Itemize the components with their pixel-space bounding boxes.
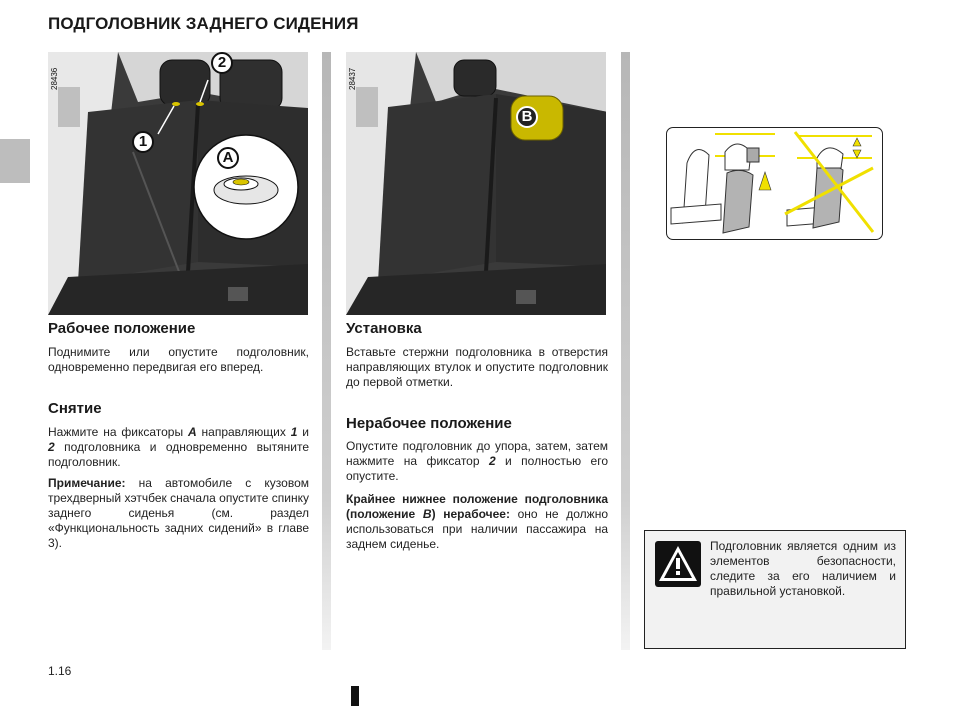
- text-extreme-position: Крайнее нижнее положение подголовника (положение B) нерабочее: оно не должно использоваться при наличии пассажира на заднем сиденье.: [346, 492, 608, 551]
- callout-2: 2: [211, 52, 233, 74]
- photo-code: 28436: [50, 67, 59, 90]
- warning-triangle-icon: [655, 541, 701, 587]
- column-divider-1: [322, 52, 331, 650]
- page-title: ПОДГОЛОВНИК ЗАДНЕГО СИДЕНИЯ: [48, 14, 359, 33]
- heading-working-position: Рабочее положение: [48, 320, 196, 337]
- text-nonworking-position: Опустите подголовник до упора, затем, затем нажмите на фиксатор 2 и полностью его опустите.: [346, 439, 609, 483]
- photo-rear-seat-headrest-removal: [48, 52, 308, 315]
- headrest-height-diagram: [666, 127, 883, 240]
- callout-1: 1: [132, 131, 154, 153]
- text-working-position: Поднимите или опустите подголовник, одновременно передвигая его вперед.: [48, 345, 309, 374]
- warning-box: [644, 530, 906, 649]
- chapter-tab: [0, 139, 30, 183]
- heading-nonworking-position: Нерабочее положение: [346, 415, 512, 432]
- text-removal: Нажмите на фиксаторы A направляющих 1 и 2 подголовника и одновременно вытяните подголовник.: [48, 425, 309, 469]
- photo-code: 28437: [348, 67, 357, 90]
- callout-b: B: [516, 106, 538, 128]
- column-divider-2: [621, 52, 630, 650]
- heading-installation: Установка: [346, 320, 422, 337]
- warning-text: Подголовник является одним из элементов безопасности, следите за его наличием и правильной установкой.: [710, 539, 896, 598]
- callout-a: A: [217, 147, 239, 169]
- heading-removal: Снятие: [48, 400, 102, 417]
- photo-rear-seat-headrest-lowered: [346, 52, 606, 315]
- page-number: 1.16: [48, 664, 72, 678]
- page-edge-marker: [351, 686, 359, 706]
- text-installation: Вставьте стержни подголовника в отверстия направляющих втулок и опустите подголовник до первой отметки.: [346, 345, 608, 389]
- text-note: Примечание: на автомобиле с кузовом трехдверный хэтчбек сначала опустите спинку заднего сиденья (см. раздел «Функциональность задних сидений» в главе 3).: [48, 476, 309, 550]
